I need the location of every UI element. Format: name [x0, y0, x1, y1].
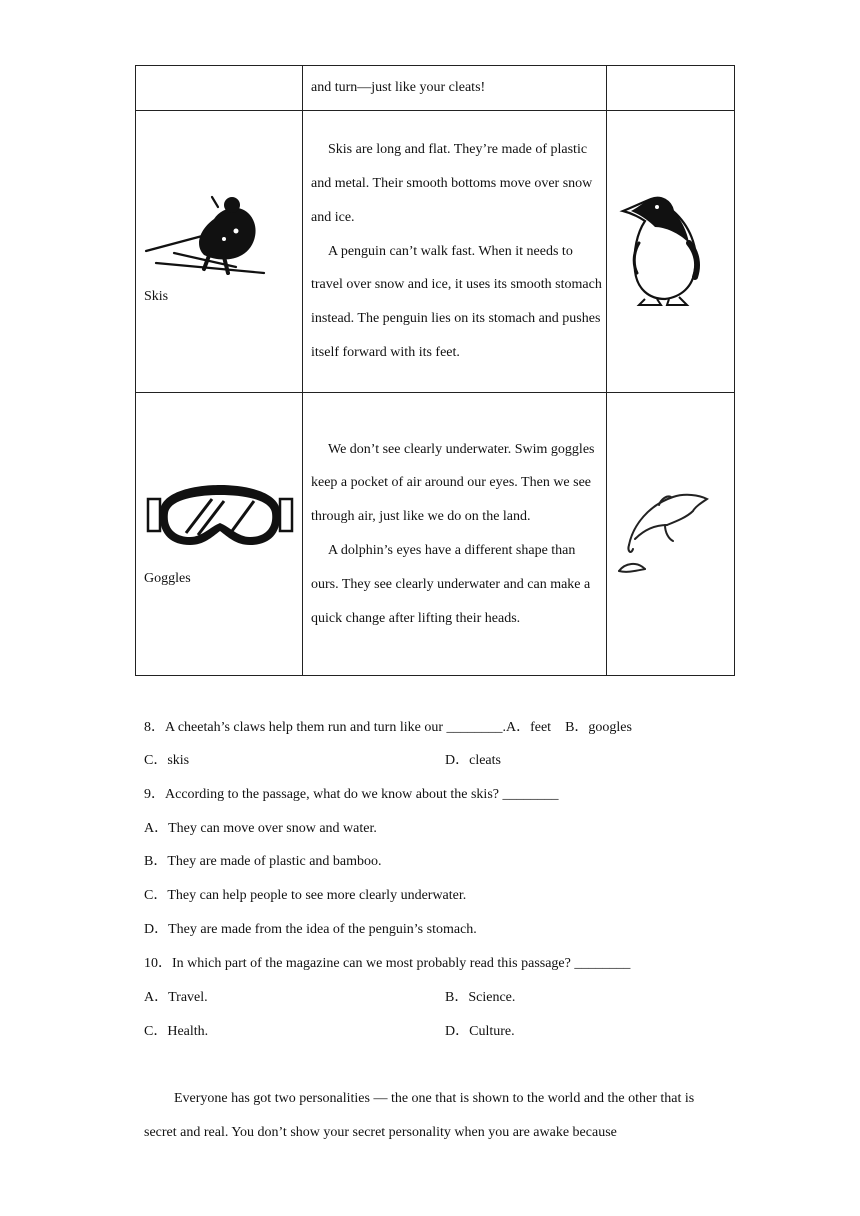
animal-cell [607, 393, 735, 676]
goggles-icon [146, 481, 294, 553]
cell-text: and turn—just like your cleats! [311, 80, 486, 96]
goggles-description: We don’t see clearly underwater. Swim goggles keep a pocket of air around our eyes. Then we see through air, just like we do on the land. [311, 441, 595, 525]
tool-cell [136, 66, 303, 111]
comparison-table [135, 65, 735, 676]
animal-cell [607, 66, 735, 111]
animal-cell [607, 111, 735, 393]
text-cell [303, 393, 607, 676]
question-9-option-c: C．They can help people to see more clearly underwater. [144, 888, 467, 903]
text-cell [303, 66, 607, 111]
question-10-option-a: A．Travel. [144, 990, 208, 1005]
tool-cell [136, 111, 303, 393]
question-10-option-c: C．Health. [144, 1024, 209, 1039]
tool-cell [136, 393, 303, 676]
question-10-stem: 10．In which part of the magazine can we most probably read this passage? ________ [144, 956, 631, 971]
penguin-icon [615, 191, 705, 309]
dolphin-description: A dolphin’s eyes have a different shape than ours. They see clearly underwater and can make a quick change after lifting their heads. [311, 543, 591, 626]
question-10-option-d: D．Culture. [445, 1024, 515, 1039]
question-8-option-d: D．cleats [445, 753, 501, 768]
table-row [136, 66, 735, 111]
question-9-stem: 9．According to the passage, what do we know about the skis? ________ [144, 787, 559, 802]
penguin-description: A penguin can’t walk fast. When it needs to travel over snow and ice, it uses its smooth stomach instead. The penguin lies on its stomach and pushes itself forward with its feet. [311, 243, 602, 360]
question-8-option-c: C．skis [144, 753, 190, 768]
tool-label-skis: Skis [144, 289, 169, 304]
skier-icon [144, 193, 270, 281]
dolphin-icon [615, 489, 711, 581]
question-9-option-d: D．They are made from the idea of the penguin’s stomach. [144, 922, 477, 937]
question-10-option-b: B．Science. [445, 990, 516, 1005]
ski-description: Skis are long and flat. They’re made of plastic and metal. Their smooth bottoms move over snow and ice. [311, 142, 593, 225]
question-9-option-a: A．They can move over snow and water. [144, 821, 377, 836]
text-cell [303, 111, 607, 393]
tool-label-goggles: Goggles [144, 571, 191, 586]
reading-passage: Everyone has got two personalities — the one that is shown to the world and the other that is secret and real. You don’t show your secret personality when you are awake because [144, 1091, 695, 1140]
question-8-stem: 8．A cheetah’s claws help them run and turn like our ________.A．feet B．googles [144, 720, 632, 735]
table-row [136, 393, 735, 676]
question-9-option-b: B．They are made of plastic and bamboo. [144, 854, 382, 869]
table-row [136, 111, 735, 393]
